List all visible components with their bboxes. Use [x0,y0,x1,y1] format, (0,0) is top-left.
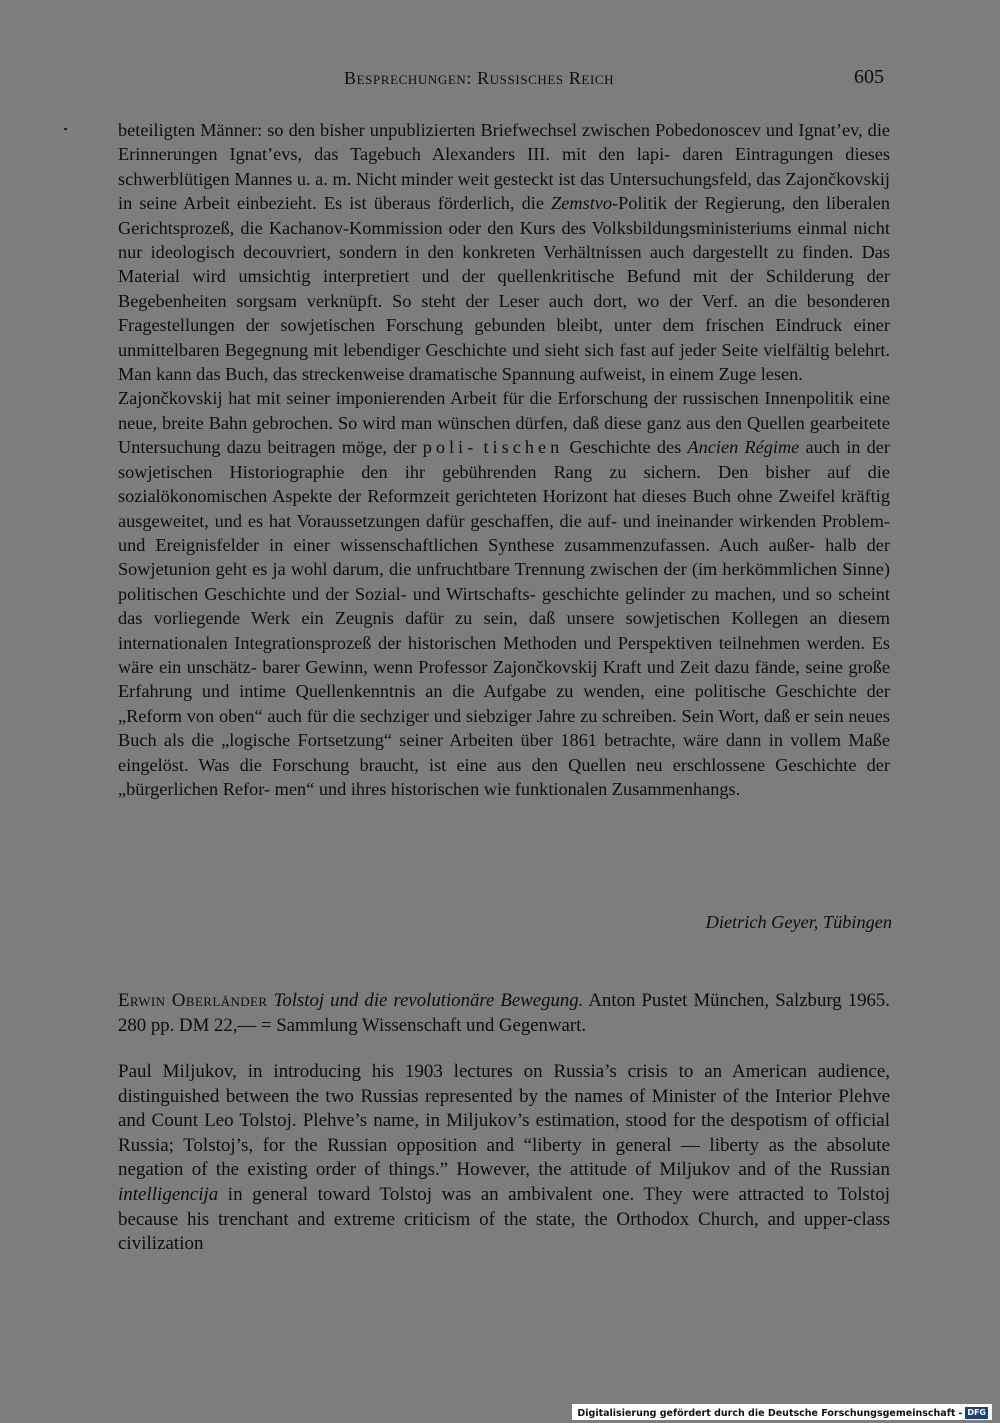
text-line: tischen Geschichte des Ancien Régime auch in der sowjetischen Historiographie den [118,437,890,482]
text-line: Paul Miljukov, in introducing his 1903 lectures on Russia’s crisis to an American [118,1061,807,1082]
footer-text: Digitalisierung gefördert durch die Deutsche Forschungsgemeinschaft [577,1407,956,1419]
text-line: beteiligten Männer: so den bisher unpublizierten Briefwechsel zwischen Pobedonoscev [118,120,761,140]
text-line: und Ereignisfelder in einer wissenschaftlichen Synthese zusammenzufassen. Auch außer- [118,534,816,555]
text-line: Tolstoj was an ambivalent one. They were attracted to Tolstoj because his trenchant [118,1183,890,1230]
text-line: Innenpolitik eine neue, breite Bahn gebrochen. So wird man wünschen dürfen, daß [118,388,890,433]
text-line: Zajončkovskij hat mit seiner imponierenden Arbeit für die Erforschung der russischen [118,388,759,409]
text-line: However, the attitude of Miljukov and of the Russian intelligencija in general toward [118,1159,890,1205]
text-line: daren Eintragungen dieses schwerblütigen Mannes u. a. m. Nicht minder weit gesteckt [118,144,890,189]
text-line: geschichte gelinder zu machen, und so scheint das vorliegende Werk ein Zeugnis dafür [118,583,890,629]
text-line: Reformzeit gerichteten Horizont hat dieses Buch ohne Zweifel kräftig ausgeweitet, und [118,486,890,531]
text-line: men“ und ihres historischen wie funktionalen Zusammenhangs. [274,778,741,799]
review-1-paragraph-2 [118,386,890,801]
text-line: Arbeiten über 1861 betrachte, wäre dann in vollem Maße eingelöst. Was die Forschung [118,730,891,775]
footer-separator: - [958,1407,963,1419]
citation-details: Salzburg 1965. 280 pp. DM 22,— = Sammlung Wissenschaft und Gegenwart. [118,990,890,1036]
dfg-logo: DFG [967,1408,986,1417]
text-line: audience, distinguished between the two Russias represented by the names of Minister [118,1061,890,1107]
text-line: Erfahrung und intime Quellenkenntnis an die Aufgabe zu wenden, eine politische [118,681,766,702]
text-line: der historischen Methoden und Perspektiven teilnehmen werden. Es wäre ein unschätz- [118,632,890,677]
text-line: ihr gebührenden Rang zu sichern. Den bisher auf die sozialökonomischen Aspekte der [118,461,890,507]
text-line: der Verf. an die besonderen Fragestellungen der sowjetischen Forschung gebunden [118,290,890,336]
text-line: barer Gewinn, wenn Professor Zajončkovskij Kraft und Zeit dazu fände, seine große [262,656,890,677]
digitization-footer [572,1404,992,1420]
text-line: and extreme criticism of the state, the Orthodox Church, and upper-class civilization [118,1208,891,1255]
citation-author: Erwin Oberländer [118,990,268,1011]
citation-publisher: Anton Pustet München, [588,990,770,1011]
text-line: ist das Untersuchungsfeld, das Zajončkovskij in seine Arbeit einbezieht. Es ist überaus [118,168,890,214]
text-line: Geschichte und sieht sich fast auf jeder Seite vielfältig belehrt. Man kann das Buch, das [118,339,891,385]
text-line: Geschichte der „Reform von oben“ auch für die sechziger und siebziger Jahre zu [118,681,890,726]
text-line: der Schilderung der Begebenheiten sorgsam verknüpft. So steht der Leser auch dort, wo [118,266,890,311]
review-2-paragraph-1 [118,1060,890,1257]
text-line: streckenweise dramatische Spannung aufweist, in einem Zuge lesen. [301,364,803,385]
text-line: stood for the despotism of official Russia; Tolstoj’s, for the Russian opposition and [118,1110,891,1156]
text-line: und Ignat’ev, die Erinnerungen Ignat’evs, das Tagebuch Alexanders III. mit den lapi- [118,120,891,165]
review-2-citation [118,988,890,1038]
review-1-signature: Dietrich Geyer, Tübingen [705,912,892,932]
text-line: ideologisch decouvriert, sondern in den konkreten Verhältnissen auch dargestellt zu [150,242,794,263]
text-line: finden. Das Material wird umsichtig interpretiert und der quellenkritische Befund mit [118,242,891,287]
page-header [118,66,886,96]
text-line: of the Interior Plehve and Count Leo Tolstoj. Plehve’s name, in Miljukov’s estimation, [118,1085,890,1132]
text-line: braucht, ist eine aus den Quellen neu erschlossene Geschichte der „bürgerlichen Refor- [118,754,890,799]
review-1-paragraph-1 [118,118,890,386]
citation-title: Tolstoj und die revolutionäre Bewegung. [273,990,584,1011]
text-line: halb der Sowjetunion geht es ja wohl darum, die unfruchtbare Trennung zwischen der [118,534,890,580]
text-line: schreiben. Sein Wort, daß er sein neues Buch als die „logische Fortsetzung“ seiner [118,705,890,751]
text-line: es hat Voraussetzungen dafür geschaffen, die auf- und ineinander wirkenden Problem- [247,510,890,531]
text-line: zu sein, daß unsere sowjetischen Kollegen an diesem internationalen Integrationsprozeß [118,608,890,653]
text-line: (im herkömmlichen Sinne) politischen Geschichte und der Sozial- und Wirtschafts- [118,559,890,604]
margin-mark [64,128,67,130]
review-1-body [118,118,890,801]
review-2-body [118,1060,890,1257]
text-line: “liberty in general — liberty as the absolute negation of the existing order of things.” [118,1134,891,1181]
text-line: bleibt, unter dem frischen Eindruck einer unmittelbaren Begegnung mit lebendiger [118,315,890,360]
text-line: diese ganz aus den Quellen gearbeitete Untersuchung dazu beitragen möge, der poli- [118,412,891,458]
text-line: Kachanov-Kommission oder den Kurs des Volksbildungsministeriums einmal nicht nur [118,217,890,263]
page-number: 605 [854,66,884,88]
text-line: förderlich, die Zemstvo-Politik der Regierung, den liberalen Gerichtsprozeß, die [118,193,890,238]
running-title: Besprechungen: Russisches Reich [344,68,615,88]
